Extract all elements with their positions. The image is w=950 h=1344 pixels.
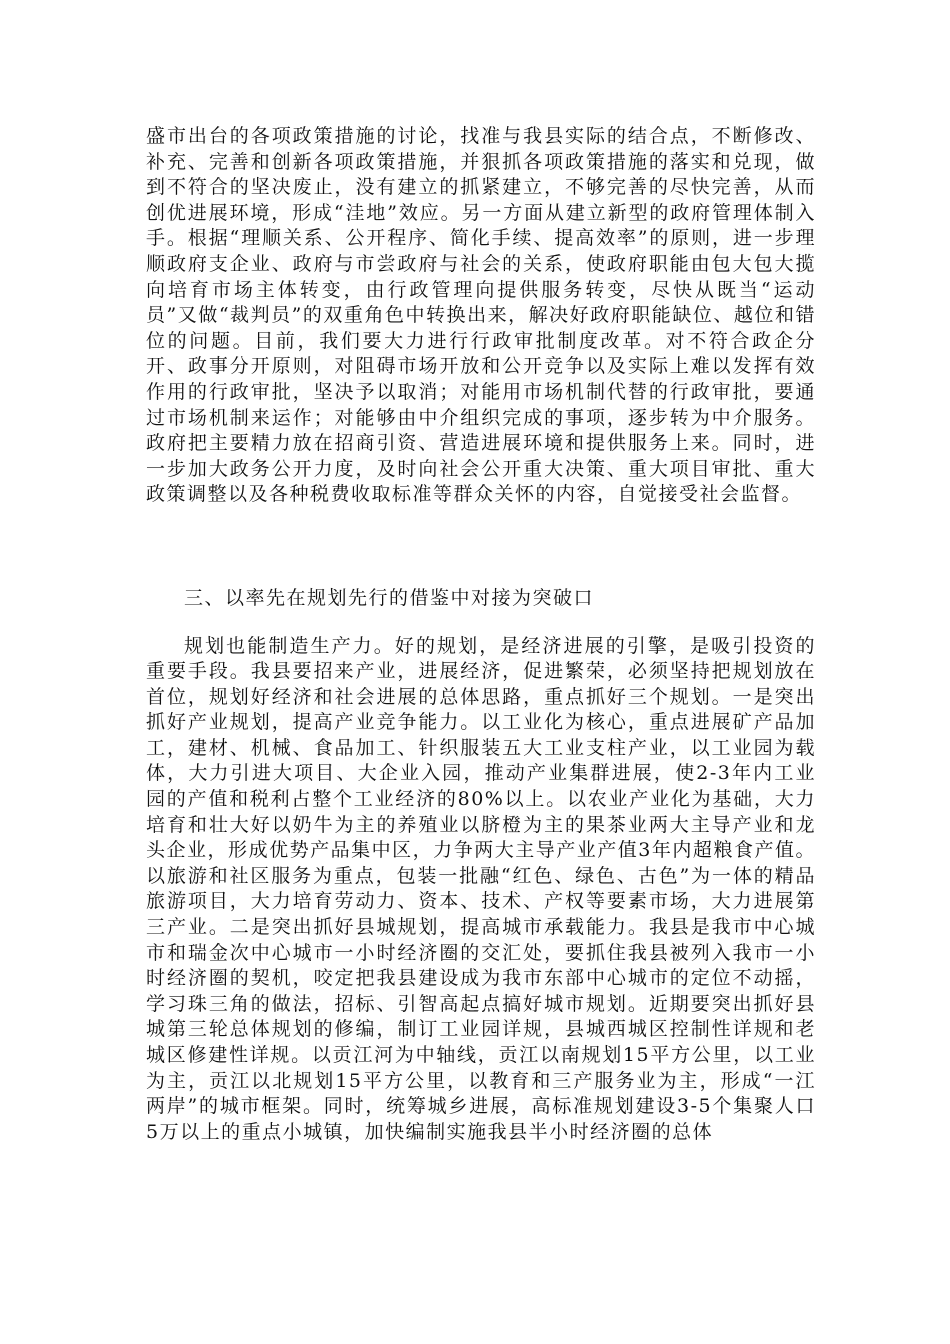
body-paragraph-1: 盛市出台的各项政策措施的讨论，找准与我县实际的结合点，不断修改、补充、完善和创新各项政策措施，并狠抓各项政策措施的落实和兑现，做到不符合的坚决废止，没有建立的抓紧建立，不够完善的尽快完善，从而创优进展环境，形成“洼地”效应。另一方面从建立新型的政府管理体制入手。根据“理顺关系、公开程序、简化手续、提高效率”的原则，进一步理顺政府支企业、政府与市尝政府与社会的关系，使政府职能由包大包大揽向培育市场主体转变，由行政管理向提供服务转变，尽快从既当“运动员”又做“裁判员”的双重角色中转换出来，解决好政府职能缺位、越位和错位的问题。目前，我们要大力进行行政审批制度改革。对不符合政企分开、政事分开原则，对阻碍市场开放和公开竞争以及实际上难以发挥有效作用的行政审批，坚决予以取消；对能用市场机制代替的行政审批，要通过市场机制来运作；对能够由中介组织完成的事项，逐步转为中介服务。政府把主要精力放在招商引资、营造进展环境和提供服务上来。同时，进一步加大政务公开力度，及时向社会公开重大决策、重大项目审批、重大政策调整以及各种税费收取标准等群众关怀的内容，自觉接受社会监督。 [146,125,816,506]
body-paragraph-2: 规划也能制造生产力。好的规划，是经济进展的引擎，是吸引投资的重要手段。我县要招来产业，进展经济，促进繁荣，必须坚持把规划放在首位，规划好经济和社会进展的总体思路，重点抓好三个规划。一是突出抓好产业规划，提高产业竞争能力。以工业化为核心，重点进展矿产品加工，建材、机械、食品加工、针织服装五大工业支柱产业，以工业园为载体，大力引进大项目、大企业入园，推动产业集群进展，使2-3年内工业园的产值和税利占整个工业经济的80%以上。以农业产业化为基础，大力培育和壮大好以奶牛为主的养殖业以脐橙为主的果茶业两大主导产业和龙头企业，形成优势产品集中区，力争两大主导产业产值3年内超粮食产值。以旅游和社区服务为重点，包装一批融“红色、绿色、古色”为一体的精品旅游项目，大力培育劳动力、资本、技术、产权等要素市场，大力进展第三产业。二是突出抓好县城规划，提高城市承载能力。我县是我市中心城市和瑞金次中心城市一小时经济圈的交汇处，要抓住我县被列入我市一小时经济圈的契机，咬定把我县建设成为我市东部中心城市的定位不动摇，学习珠三角的做法，招标、引智高起点搞好城市规划。近期要突出抓好县城第三轮总体规划的修编，制订工业园详规，县城西城区控制性详规和老城区修建性详规。以贡江河为中轴线，贡江以南规划15平方公里，以工业为主，贡江以北规划15平方公里，以教育和三产服务业为主，形成“一江两岸”的城市框架。同时，统筹城乡进展，高标准规划建设3-5个集聚人口5万以上的重点小城镇，加快编制实施我县半小时经济圈的总体 [146,634,816,1143]
document-page [146,124,816,1145]
section-spacer [146,508,816,586]
heading-spacer [146,612,816,634]
section-heading-3: 三、以率先在规划先行的借鉴中对接为突破口 [184,586,595,609]
